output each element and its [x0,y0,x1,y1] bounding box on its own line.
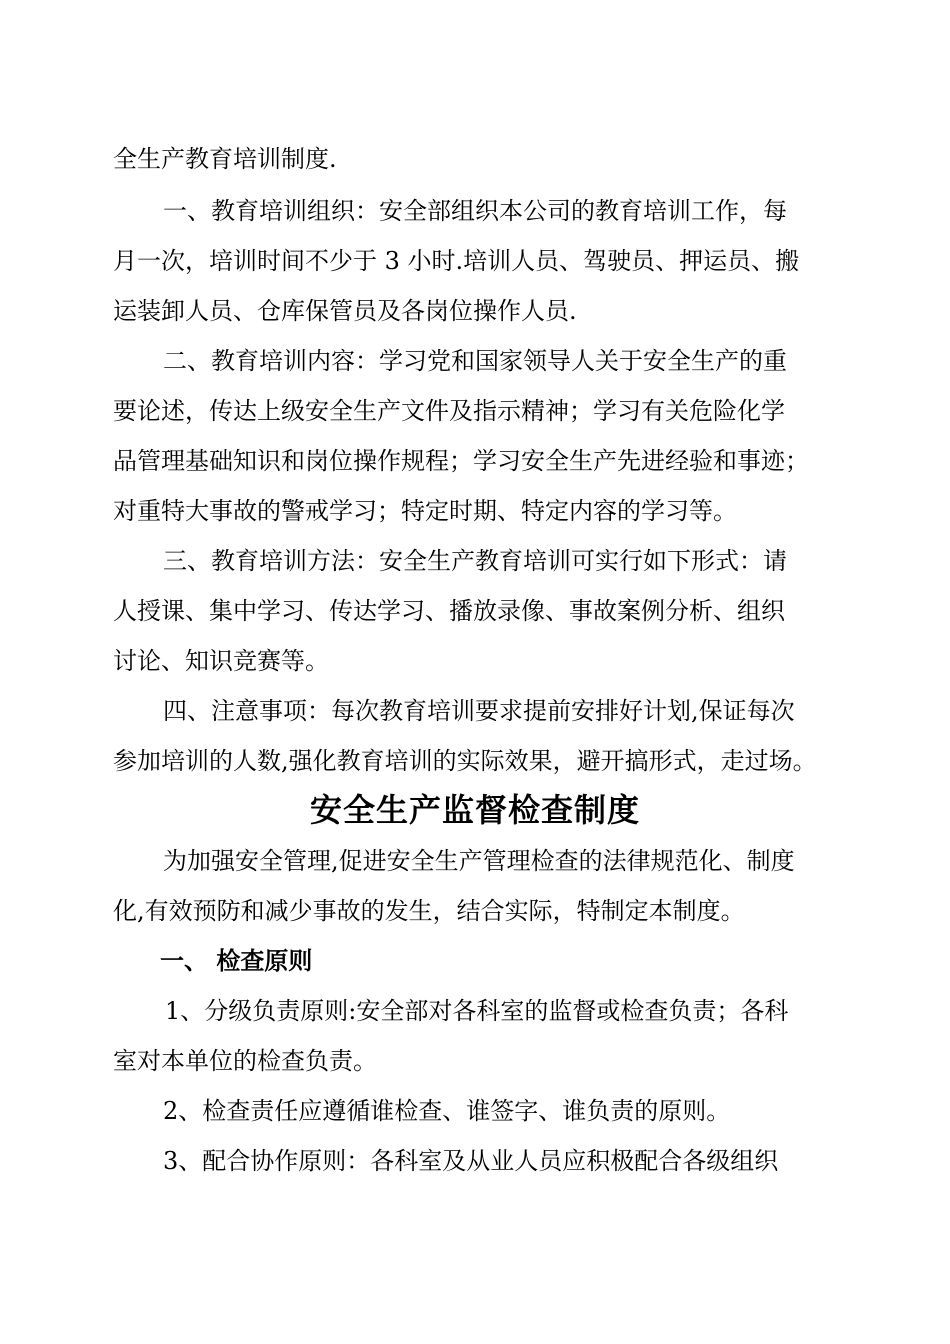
paragraph-line: 人授课、集中学习、传达学习、播放录像、事故案例分析、组织 [113,597,785,625]
paragraph-line: 一、教育培训组织：安全部组织本公司的教育培训工作，每 [163,197,787,225]
paragraph-line: 要论述，传达上级安全生产文件及指示精神；学习有关危险化学 [113,397,785,425]
paragraph-line: 2、检查责任应遵循谁检查、谁签字、谁负责的原则。 [163,1097,731,1125]
paragraph-line: 品管理基础知识和岗位操作规程；学习安全生产先进经验和事迹； [113,447,809,475]
paragraph-line: 全生产教育培训制度. [113,145,337,173]
paragraph-line: 四、注意事项：每次教育培训要求提前安排好计划,保证每次 [163,697,795,725]
subsection-heading: 一、 检查原则 [160,946,313,975]
paragraph-line: 室对本单位的检查负责。 [113,1047,377,1075]
paragraph-line: 为加强安全管理,促进安全生产管理检查的法律规范化、制度 [163,847,795,875]
paragraph-line: 参加培训的人数,强化教育培训的实际效果，避开搞形式，走过场。 [113,747,817,775]
paragraph-line: 讨论、知识竞赛等。 [113,647,329,675]
paragraph-line: 月一次，培训时间不少于 3 小时.培训人员、驾驶员、押运员、搬 [113,247,800,275]
paragraph-line: 三、教育培训方法：安全生产教育培训可实行如下形式：请 [163,547,787,575]
section-title: 安全生产监督检查制度 [309,791,640,829]
paragraph-line: 化,有效预防和减少事故的发生，结合实际，特制定本制度。 [113,897,745,925]
paragraph-line: 1、分级负责原则:安全部对各科室的监督或检查负责；各科 [165,997,789,1025]
paragraph-line: 运装卸人员、仓库保管员及各岗位操作人员. [113,297,577,325]
paragraph-line: 对重特大事故的警戒学习；特定时期、特定内容的学习等。 [113,497,737,525]
paragraph-line: 二、教育培训内容：学习党和国家领导人关于安全生产的重 [163,347,787,375]
paragraph-line: 3、配合协作原则：各科室及从业人员应积极配合各级组织 [163,1147,779,1175]
